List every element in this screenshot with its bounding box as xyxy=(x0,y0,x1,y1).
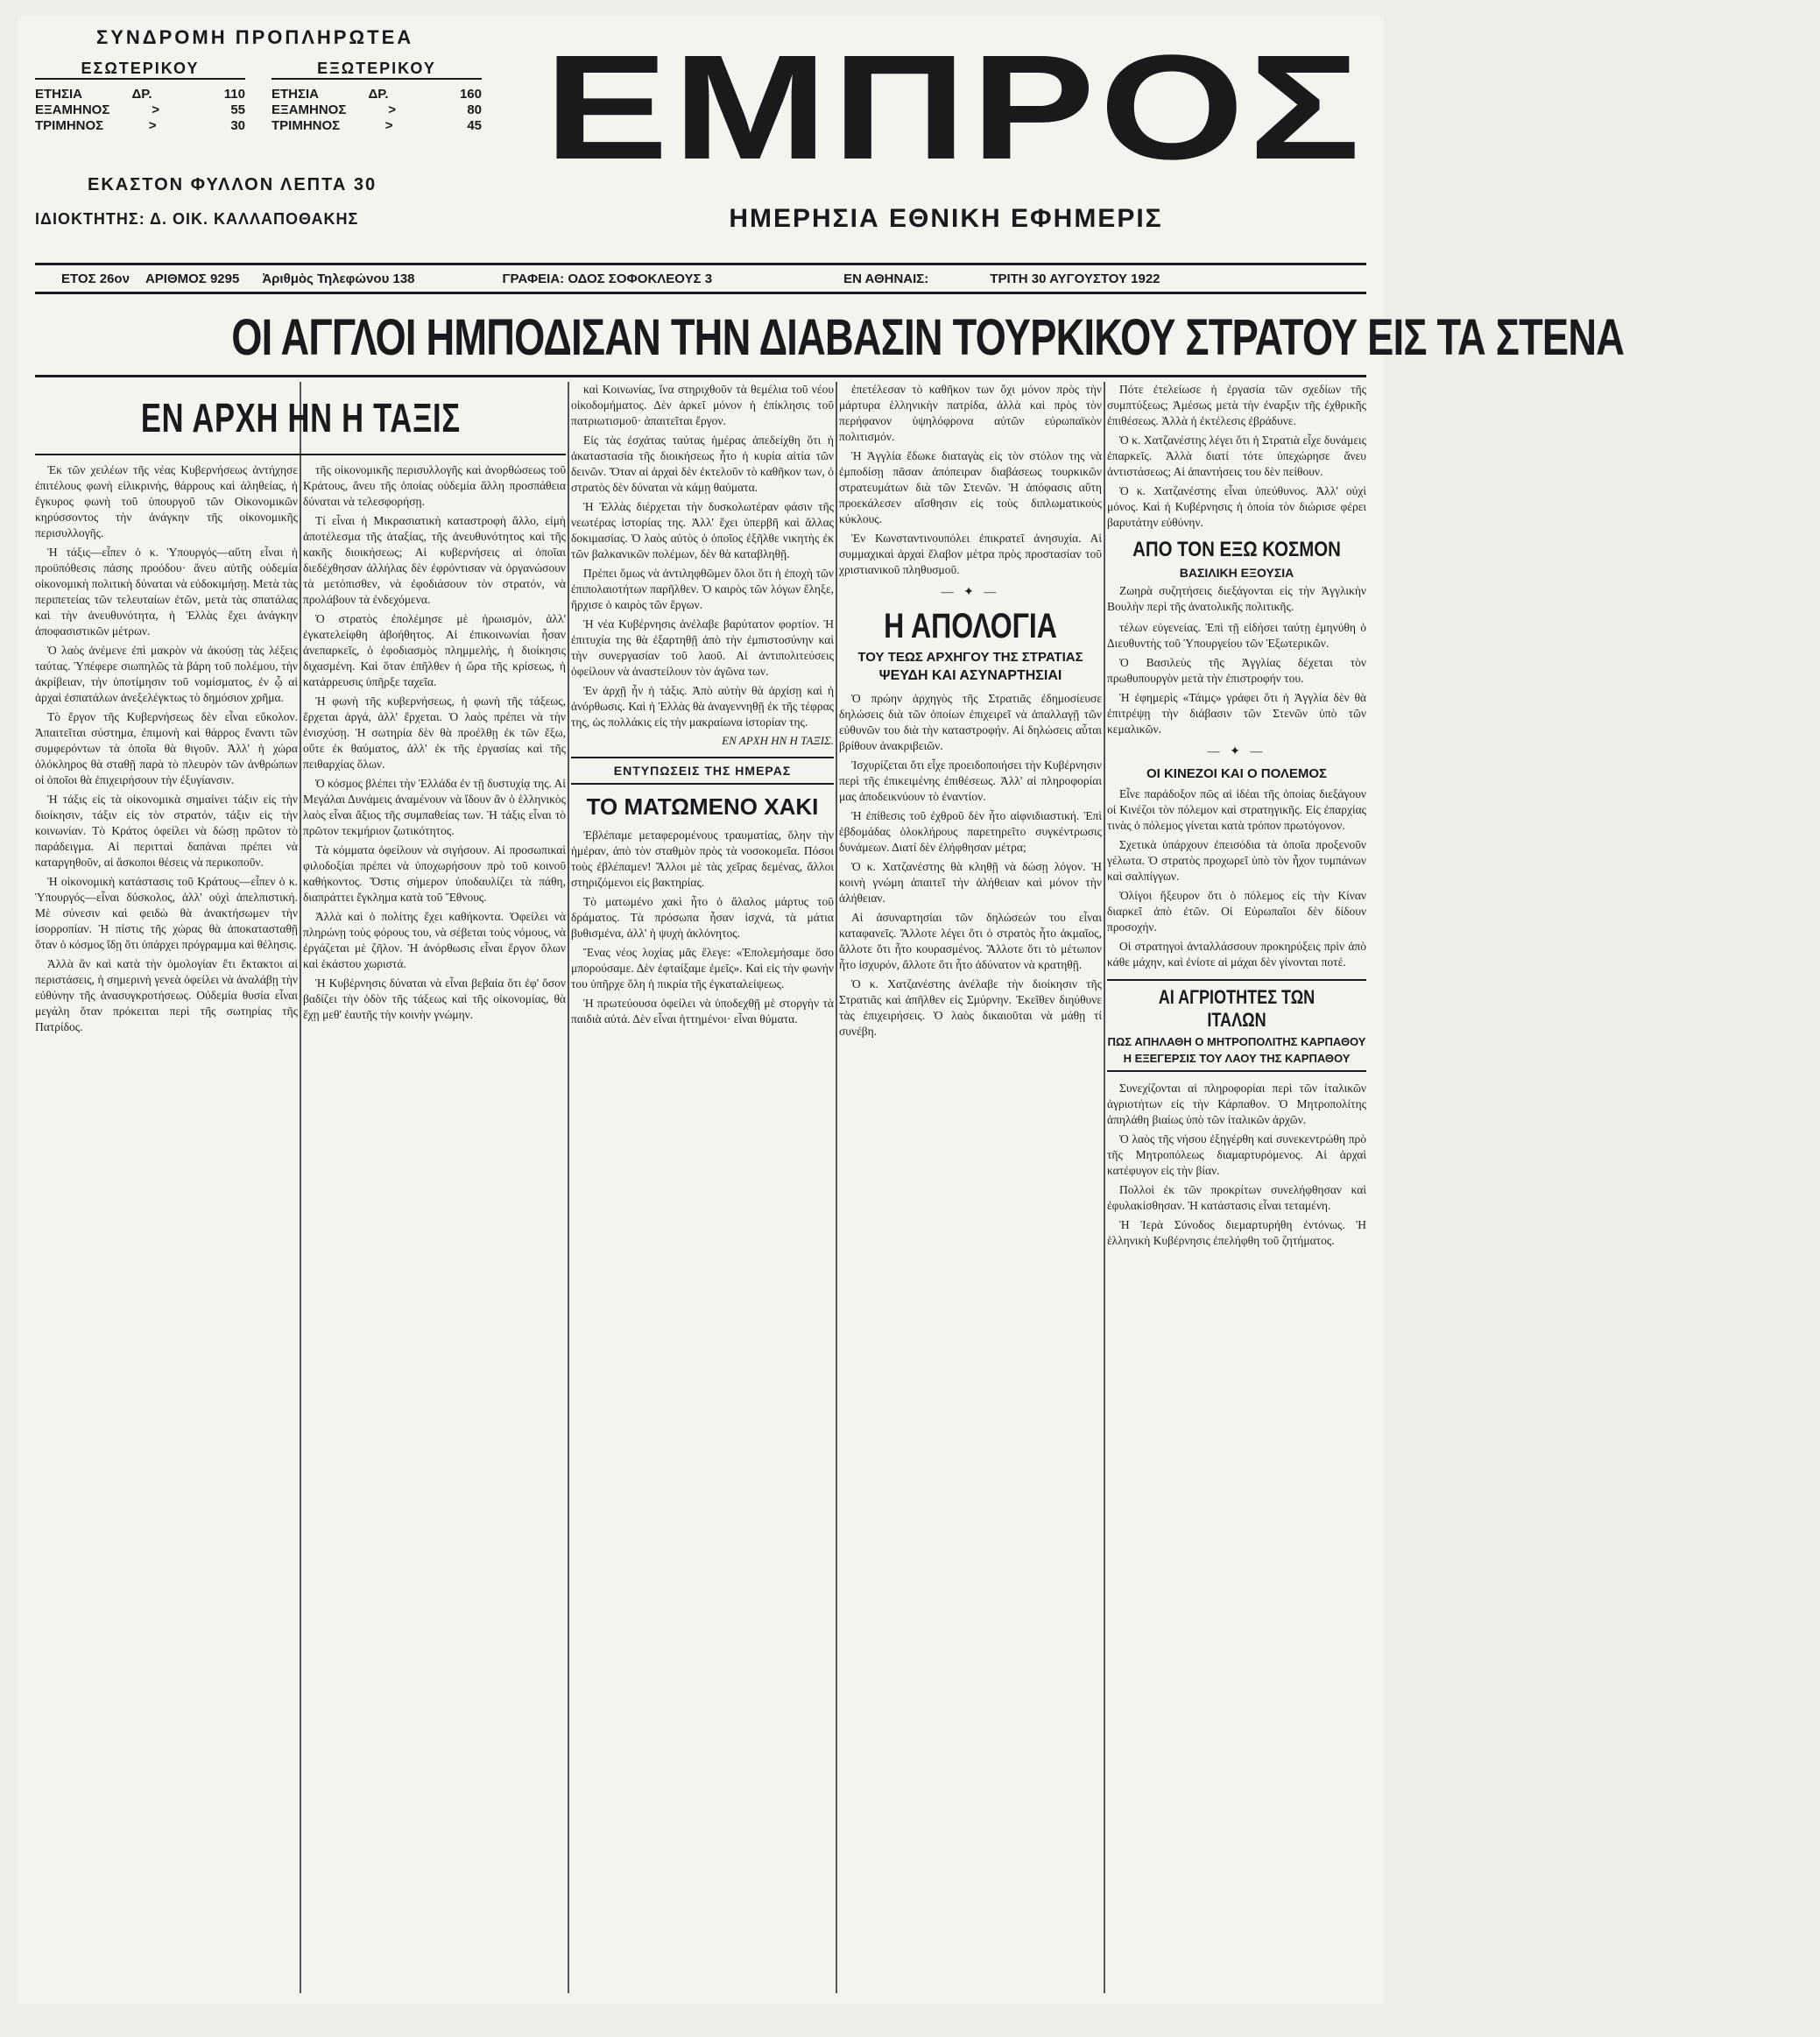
rate-value: 30 xyxy=(230,118,245,133)
rate-unit: > xyxy=(148,118,157,133)
rate-value: 80 xyxy=(467,102,482,117)
paragraph: Ὁ κ. Χατζανέστης θὰ κληθῇ νὰ δώσῃ λόγον. Ἡ κοινὴ γνώμη ἀπαιτεῖ τὴν ἀλήθειαν καὶ μόνον τὴν ἀλήθειαν. xyxy=(839,860,1102,905)
rate-unit: > xyxy=(384,118,393,133)
paragraph: Τί εἶναι ἡ Μικρασιατικὴ καταστροφὴ ἄλλο, εἰμὴ ἀποτέλεσμα τῆς ἀταξίας, τῆς ἀνευθυνότητος καὶ τῆς κακῆς διοικήσεως; Αἱ κυβερνήσεις αἱ ὁποῖαι διεδέχθησαν ἀλλήλας δὲν ἐφρόντισαν νὰ ὀργανώσουν τὰ μετόπισθεν, νὰ ἐφοδιάσουν τὸν στρατόν, νὰ προλάβουν τὰ ἐνδεχόμενα. xyxy=(303,514,566,606)
carpathos-article xyxy=(1107,1081,1366,1249)
phone: Ἀριθμὸς Τηλεφώνου 138 xyxy=(262,271,415,286)
paragraph: Ἡ Ἱερὰ Σύνοδος διεμαρτυρήθη ἐντόνως. Ἡ ἑλληνικὴ Κυβέρνησις ἐπελήφθη τοῦ ζητήματος. xyxy=(1107,1218,1366,1247)
column6-text xyxy=(1107,620,1366,737)
column-rule xyxy=(300,382,301,1993)
apology-subtitle: ΤΟΥ ΤΕΩΣ ΑΡΧΗΓΟΥ ΤΗΣ ΣΤΡΑΤΙΑΣ xyxy=(857,650,1083,665)
paragraph: Σχετικὰ ὑπάρχουν ἐπεισόδια τὰ ὁποῖα προξενοῦν γέλωτα. Ὁ στρατὸς προχωρεῖ ὑπὸ τὸν ἦχον τυμπάνων καὶ σαλπίγγων. xyxy=(1107,838,1366,883)
paragraph: Ὀλίγοι ἤξευρον ὅτι ὁ πόλεμος εἰς τὴν Κίναν διαρκεῖ ἀπὸ ἐτῶν. Οἱ Εὐρωπαῖοι δὲν δίδουν προσοχήν. xyxy=(1107,889,1366,934)
lead-article-col1 xyxy=(35,462,298,1035)
paragraph: Τὰ κόμματα ὀφείλουν νὰ σιγήσουν. Αἱ προσωπικαὶ φιλοδοξίαι πρέπει νὰ ὑποχωρήσουν πρὸ τοῦ κοινοῦ καθήκοντος. Ὅστις σήμερον ὑποδαυλίζει τὰ πάθη, διαπράττει ἔγκλημα κατὰ τοῦ Ἔθνους. xyxy=(303,843,566,904)
rate-value: 45 xyxy=(467,118,482,133)
paragraph: Ἡ φωνὴ τῆς κυβερνήσεως, ἡ φωνὴ τῆς τάξεως, ἔρχεται ἀργά, ἀλλ' ἔρχεται. Ὁ λαὸς πρέπει νὰ τὴν ἐνισχύσῃ. Ἡ σωτηρία δὲν θὰ προέλθῃ ἐκ τῶν ἔξω, οὔτε ἐκ θαύματος, ἀλλ' ἐκ τῆς ἐργασίας καὶ τῆς πειθαρχίας ὅλων. xyxy=(303,694,566,771)
paragraph: Συνεχίζονται αἱ πληροφορίαι περὶ τῶν ἰταλικῶν ἀγριοτήτων εἰς τὴν Κάρπαθον. Ὁ Μητροπολίτης ἀπηλάθη βιαίως ὑπὸ τῶν ἰταλικῶν ἀρχῶν. xyxy=(1107,1082,1366,1126)
rate-row xyxy=(272,118,482,134)
newspaper-page xyxy=(18,16,1625,2004)
paragraph: Πρέπει ὅμως νὰ ἀντιληφθῶμεν ὅλοι ὅτι ἡ ἐποχὴ τῶν ἐπιπολαιοτήτων παρῆλθεν. Ὁ καιρὸς τῶν λόγων ἔληξε, ἤρχισε ὁ καιρὸς τῶν ἔργων. xyxy=(571,567,834,611)
paragraph: Ὁ λαὸς ἀνέμενε ἐπὶ μακρὸν νὰ ἀκούσῃ τὰς λέξεις ταύτας. Ὑπέφερε σιωπηλῶς τὰ βάρη τοῦ πολέμου, τὴν ἀκρίβειαν, τὴν ὑποτίμησιν τοῦ νομίσματος, ἐν ᾧ αἱ ἀρχαὶ ἐσπατάλων ἀνεξελέγκτως τὸ δημόσιον χρῆμα. xyxy=(35,644,298,704)
rate-label: ΕΤΗΣΙΑ xyxy=(272,87,320,102)
straits-article xyxy=(839,382,1102,578)
lead-article-col2 xyxy=(303,462,566,1023)
newspaper-logo xyxy=(544,25,1365,191)
italians-subtitle-2: Η ΕΞΕΓΕΡΣΙΣ ΤΟΥ ΛΑΟΥ ΤΗΣ ΚΑΡΠΑΘΟΥ xyxy=(1123,1052,1351,1065)
tagline: ΗΜΕΡΗΣΙΑ ΕΘΝΙΚΗ ΕΦΗΜΕΡΙΣ xyxy=(729,204,1163,233)
headline-text: ΟΙ ΑΓΓΛΟΙ ΗΜΠΟΔΙΣΑΝ ΤΗΝ ΔΙΑΒΑΣΙΝ ΤΟΥΡΚΙΚΟΥ ΣΤΡΑΤΟΥ ΕΙΣ ΤΑ ΣΤΕΝΑ xyxy=(231,309,1625,366)
lead-article-title xyxy=(35,382,566,455)
rate-label: ΕΤΗΣΙΑ xyxy=(35,87,83,102)
paragraph: Ἡ ἐπίθεσις τοῦ ἐχθροῦ δὲν ἦτο αἰφνιδιαστική. Ἐπὶ ἑβδομάδας ὁλοκλήρους παρετηρεῖτο συγκέντρωσις δυνάμεων. Διατί δὲν ἐλήφθησαν μέτρα; xyxy=(839,809,1102,854)
column-3 xyxy=(571,382,834,1993)
rate-label: ΤΡΙΜΗΝΟΣ xyxy=(272,118,341,133)
paragraph: Ὁ κόσμος βλέπει τὴν Ἑλλάδα ἐν τῇ δυστυχίᾳ της. Αἱ Μεγάλαι Δυνάμεις ἀναμένουν νὰ ἴδουν ἂν ὁ ἑλληνικὸς λαὸς εἶναι ἄξιος τῆς συμπαθείας των. Ἡ τάξις εἶναι τὸ πρῶτον τεκμήριον ζωτικότητος. xyxy=(303,777,566,837)
lead-article-col3 xyxy=(571,382,834,730)
year: ΕΤΟΣ 26ον xyxy=(61,271,130,286)
paragraph: Τὸ ματωμένο χακὶ ἦτο ὁ ἄλαλος μάρτυς τοῦ δράματος. Τὰ πρόσωπα ἦσαν ἰσχνά, τὰ μάτια βυθισμένα, ἀλλ' ἡ ψυχὴ ἀκλόνητος. xyxy=(571,895,834,940)
offices: ΓΡΑΦΕΙΑ: ΟΔΟΣ ΣΟΦΟΚΛΕΟΥΣ 3 xyxy=(502,271,713,286)
italians-subtitle: ΠΩΣ ΑΠΗΛΑΘΗ Ο ΜΗΤΡΟΠΟΛΙΤΗΣ ΚΑΡΠΑΘΟΥ xyxy=(1107,1035,1366,1048)
paragraph: τέλων εὐγενείας. Ἐπὶ τῇ εἰδήσει ταύτῃ ἐμηνύθη ὁ Διευθυντὴς τοῦ Ὑπουργείου τῶν Ἐξωτερικῶν. xyxy=(1107,621,1366,650)
column-rule xyxy=(1104,382,1105,1993)
italians-header xyxy=(1107,979,1366,1072)
apology-subtitle-2: ΨΕΥΔΗ ΚΑΙ ΑΣΥΝΑΡΤΗΣΙΑΙ xyxy=(878,668,1062,683)
apology-article xyxy=(839,691,1102,1040)
khaki-article xyxy=(571,828,834,1027)
issue-date: ΤΡΙΤΗ 30 ΑΥΓΟΥΣΤΟΥ 1922 xyxy=(990,271,1160,286)
columns xyxy=(35,382,1366,1993)
rate-unit: ΔΡ. xyxy=(131,87,152,102)
chinese-war-title: ΟΙ ΚΙΝΕΖΟΙ ΚΑΙ Ο ΠΟΛΕΜΟΣ xyxy=(1146,766,1328,781)
paragraph: Ὁ κ. Χατζανέστης λέγει ὅτι ἡ Στρατιὰ εἶχε δυνάμεις ἐπαρκεῖς. Ἀλλὰ διατί τότε ὑπεχώρησε ἄνευ ἀντιστάσεως; Αἱ ἀπαντήσεις του δὲν πείθουν. xyxy=(1107,433,1366,478)
rate-row xyxy=(35,102,245,118)
price-per-copy: ΕΚΑΣΤΟΝ ΦΥΛΛΟΝ ΛΕΠΤΑ 30 xyxy=(88,175,377,194)
rate-label: ΤΡΙΜΗΝΟΣ xyxy=(35,118,104,133)
paragraph: Τὸ ἔργον τῆς Κυβερνήσεως δὲν εἶναι εὔκολον. Ἀπαιτεῖται σύστημα, ἐπιμονὴ καὶ θάρρος ἔναντι τῶν συμφερόντων τὰ ὁποῖα θὰ θιγοῦν. Ἀλλ' ἡ χώρα ὁλόκληρος θὰ σταθῇ παρὰ τὸ πλευρὸν τῶν ἀνθρώπων οἱ ὁποῖοι θὰ ἐπιχειρήσουν τὴν ἐξυγίανσιν. xyxy=(35,710,298,786)
paragraph: Ἐκ τῶν χειλέων τῆς νέας Κυβερνήσεως ἀντήχησε ἐπιτέλους φωνὴ εἰλικρινής, θάρρους καὶ ἀληθείας, ἡ ἔγκυρος φωνὴ τοῦ ὑπουργοῦ τῶν Οἰκονομικῶν κηρύσσοντος τὴν ἀνάγκην τῆς οἰκονομικῆς περισυλλογῆς. xyxy=(35,463,298,539)
paragraph: Ἡ οἰκονομικὴ κατάστασις τοῦ Κράτους—εἶπεν ὁ κ. Ὑπουργός—εἶναι δύσκολος, ἀλλ' οὐχὶ ἀπελπιστική. Μὲ σύνεσιν καὶ φειδὼ θὰ ἀνακτήσωμεν τὴν ἰσορροπίαν. Ἡ πίστις τῆς χώρας θὰ ἀποκατασταθῇ ὅταν ὁ κόσμος ἴδῃ ὅτι ὑπάρχει πρόγραμμα καὶ θέλησις. xyxy=(35,875,298,951)
main-headline xyxy=(35,300,1625,377)
impressions-label: ΕΝΤΥΠΩΣΕΙΣ ΤΗΣ ΗΜΕΡΑΣ xyxy=(613,764,792,778)
paragraph: καὶ Κοινωνίας, ἵνα στηριχθοῦν τὰ θεμέλια τοῦ νέου οἰκοδομήματος. Δὲν ἀρκεῖ μόνον ἡ ἐπίκλησις τοῦ πατριωτισμοῦ· ἀπαιτεῖται ἔργον. xyxy=(571,383,834,427)
column-4 xyxy=(839,382,1102,1993)
column5-intro xyxy=(1107,382,1366,531)
abroad-subtitle: ΒΑΣΙΛΙΚΗ ΕΞΟΥΣΙΑ xyxy=(1179,566,1294,580)
rate-value: 55 xyxy=(230,102,245,117)
column-rule xyxy=(836,382,837,1993)
rate-label: ΕΞΑΜΗΝΟΣ xyxy=(35,102,110,117)
impressions-box xyxy=(571,757,834,785)
domestic-rates xyxy=(35,60,245,134)
column-rule xyxy=(568,382,569,1993)
paragraph: Ὁ κ. Χατζανέστης εἶναι ὑπεύθυνος. Ἀλλ' οὐχὶ μόνος. Καὶ ἡ Κυβέρνησις ἡ ὁποία τὸν διώρισε φέρει βαρυτάτην εὐθύνην. xyxy=(1107,484,1366,529)
paragraph: Ἰσχυρίζεται ὅτι εἶχε προειδοποιήσει τὴν Κυβέρνησιν περὶ τῆς ἐπικειμένης ἐπιθέσεως. Ἀλλ' αἱ πληροφορίαι μας ἀποδεικνύουν τὸ ἐναντίον. xyxy=(839,758,1102,803)
paragraph: ἐπετέλεσαν τὸ καθῆκον των ὄχι μόνον πρὸς τὴν μάρτυρα ἑλληνικὴν πατρίδα, ἀλλὰ καὶ πρὸς τὸν περήφανον ὑψηλόφρονα αὐτῶν εὐρωπαϊκὸν πολιτισμόν. xyxy=(839,383,1102,443)
paragraph: Ἡ Κυβέρνησις δύναται νὰ εἶναι βεβαία ὅτι ἐφ' ὅσον βαδίζει τὴν ὁδὸν τῆς τάξεως καὶ τῆς οἰκονομίας, θὰ ἔχῃ μεθ' ἑαυτῆς τὴν κοινὴν γνώμην. xyxy=(303,976,566,1021)
paragraph: Εἶνε παράδοξον πῶς αἱ ἰδέαι τῆς ὁποίας διεξάγουν οἱ Κινέζοι τὸν πόλεμον καὶ στρατηγικῆς. Εἰς ἐπαρχίας τινὰς ὁ πόλεμος γίνεται κατὰ τρόπον πρωτόγονον. xyxy=(1107,787,1366,832)
foreign-rates xyxy=(272,60,482,134)
paragraph: Ὁ κ. Χατζανέστης ἀνέλαβε τὴν διοίκησιν τῆς Στρατιᾶς καὶ ἀπῆλθεν εἰς Σμύρνην. Ἐκεῖθεν διηύθυνε τὰς ἐπιχειρήσεις. Ὁ λαὸς δικαιοῦται νὰ μάθῃ τί συνέβη. xyxy=(839,977,1102,1038)
rate-value: 160 xyxy=(459,87,482,102)
paragraph: Ἡ Ἑλλὰς διέρχεται τὴν δυσκολωτέραν φάσιν τῆς νεωτέρας ἱστορίας της. Ἀλλ' ἔχει ὑπερβῆ καὶ ἄλλας δοκιμασίας. Ὁ λαὸς αὐτὸς ὁ ὁποῖος ἐξῆλθε νικητὴς ἐκ τῶν βαλκανικῶν πολέμων, δὲν θὰ καταβληθῇ. xyxy=(571,500,834,560)
paragraph: Ἐβλέπαμε μεταφερομένους τραυματίας, ὅλην τὴν ἡμέραν, ἀπὸ τὸν σταθμὸν πρὸς τὰ νοσοκομεῖα. Πόσοι τοὺς ἐβλέπαμεν! Ἄλλοι μὲ τὰς χεῖρας δεμένας, ἄλλοι στηριζόμενοι εἰς βακτηρίας. xyxy=(571,828,834,889)
paragraph: Ἡ τάξις—εἶπεν ὁ κ. Ὑπουργός—αὕτη εἶναι ἡ προϋπόθεσις πάσης προόδου· ἄνευ αὐτῆς οὐδεμία οἰκονομικὴ πολιτικὴ δύναται νὰ εὐδοκιμήσῃ. Μετὰ τὰς περιπετείας τῶν τελευταίων ἐτῶν, μετὰ τὰς σπατάλας καὶ τὴν ἀνευθυνότητα, ἡ Ἑλλὰς ἔχει ἀνάγκην ἀποφασιστικῶν μέτρων. xyxy=(35,546,298,638)
ornament-separator: — ✦ — xyxy=(1207,745,1266,758)
apology-title: Η ΑΠΟΛΟΓΙΑ xyxy=(884,607,1057,645)
paragraph: Ὁ πρώην ἀρχηγὸς τῆς Στρατιᾶς ἐδημοσίευσε δηλώσεις διὰ τῶν ὁποίων ἐπιχειρεῖ νὰ ἀπαλλαγῇ τῶν εὐθυνῶν του διὰ τὴν καταστροφήν. Αἱ δηλώσεις αὗται βρίθουν ἀνακριβειῶν. xyxy=(839,692,1102,752)
italians-title: ΑΙ ΑΓΡΙΟΤΗΤΕΣ ΤΩΝ ΙΤΑΛΩΝ xyxy=(1158,986,1316,1031)
domestic-label: ΕΣΩΤΕΡΙΚΟΥ xyxy=(35,60,245,80)
issue-info-bar xyxy=(35,263,1366,294)
rate-label: ΕΞΑΜΗΝΟΣ xyxy=(272,102,347,117)
paragraph: Πολλοὶ ἐκ τῶν προκρίτων συνελήφθησαν καὶ ἐφυλακίσθησαν. Ἡ κατάστασις εἶναι τεταμένη. xyxy=(1107,1183,1366,1212)
abroad-title: ΑΠΟ ΤΟΝ ΕΞΩ ΚΟΣΜΟΝ xyxy=(1132,538,1341,561)
foreign-label: ΕΞΩΤΕΡΙΚΟΥ xyxy=(272,60,482,80)
paragraph: Ἡ Ἀγγλία ἔδωκε διαταγὰς εἰς τὸν στόλον της νὰ ἐμποδίσῃ πᾶσαν ἀπόπειραν διαβάσεως τουρκικῶν στρατευμάτων διὰ τῶν Στενῶν. Ἡ ἀπόφασις αὕτη προεκάλεσεν αἴσθησιν εἰς τοὺς διπλωματικοὺς κύκλους. xyxy=(839,449,1102,525)
paragraph: Εἰς τὰς ἐσχάτας ταύτας ἡμέρας ἀπεδείχθη ὅτι ἡ ἀκαταστασία τῆς διοικήσεως ἦτο ἡ κυρία αἰτία τῶν δεινῶν. Ὅταν αἱ ἀρχαὶ δὲν ἐκτελοῦν τὸ καθῆκον των, ὁ στρατὸς δὲν δύναται νὰ κάμῃ θαύματα. xyxy=(571,433,834,494)
column-1 xyxy=(35,462,298,1993)
paragraph: Ὁ λαὸς τῆς νήσου ἐξηγέρθη καὶ συνεκεντρώθη πρὸ τῆς Μητροπόλεως διαμαρτυρόμενος. Αἱ ἀρχαὶ κατέφυγον εἰς τὴν βίαν. xyxy=(1107,1132,1366,1177)
masthead xyxy=(35,25,1366,261)
owner-line: ΙΔΙΟΚΤΗΤΗΣ: Δ. ΟΙΚ. ΚΑΛΛΑΠΟΘΑΚΗΣ xyxy=(35,210,359,228)
chinese-war-article xyxy=(1107,786,1366,970)
rate-unit: > xyxy=(152,102,160,117)
paragraph: τῆς οἰκονομικῆς περισυλλογῆς καὶ ἀνορθώσεως τοῦ Κράτους, ἄνευ τῆς ὁποίας οὐδεμία ἄλλη προσπάθεια δύναται νὰ τελεσφορήσῃ. xyxy=(303,463,566,508)
paragraph: Ἀλλὰ καὶ ὁ πολίτης ἔχει καθήκοντα. Ὀφείλει νὰ πληρώνῃ τοὺς φόρους του, νὰ σέβεται τοὺς νόμους, νὰ ἐργάζεται μὲ ζῆλον. Ἡ ἀνόρθωσις εἶναι ἔργον ὅλων καὶ ἑκάστου χωριστά. xyxy=(303,910,566,970)
rate-row xyxy=(272,102,482,118)
lead-article-signature: ΕΝ ΑΡΧΗ ΗΝ Η ΤΑΞΙΣ. xyxy=(722,734,834,747)
paragraph: Ζωηρὰ συζητήσεις διεξάγονται εἰς τὴν Ἀγγλικὴν Βουλὴν περὶ τῆς ἀνατολικῆς πολιτικῆς. xyxy=(1107,584,1366,613)
paragraph: Ἡ νέα Κυβέρνησις ἀνέλαβε βαρύτατον φορτίον. Ἡ ἐπιτυχία της θὰ ἐξαρτηθῇ ἀπὸ τὴν ἐμπιστοσύνην καὶ τὴν συνεργασίαν τοῦ λαοῦ. Αἱ ἀντιπολιτεύσεις ὀφείλουν νὰ ἀναστείλουν τὸν ἀγῶνα των. xyxy=(571,617,834,678)
rate-unit: ΔΡ. xyxy=(368,87,389,102)
rate-row xyxy=(35,118,245,134)
rate-row xyxy=(35,87,245,102)
paragraph: Ὁ Βασιλεὺς τῆς Ἀγγλίας δέχεται τὸν πρωθυπουργὸν μετὰ τὴν ἐπιστροφήν του. xyxy=(1107,656,1366,685)
rate-value: 110 xyxy=(223,87,245,102)
ornament-separator: — ✦ — xyxy=(941,586,1000,599)
paragraph: Ἡ πρωτεύουσα ὀφείλει νὰ ὑποδεχθῇ μὲ στοργὴν τὰ παιδιὰ αὐτά. Δὲν εἶναι ἡττημένοι· εἶναι θύματα. xyxy=(571,997,834,1026)
paragraph: Ἀλλὰ ἂν καὶ κατὰ τὴν ὁμολογίαν ἔτι ἔκτακτοι αἱ περιστάσεις, ἡ σημερινὴ γενεὰ ὀφείλει νὰ ἀναλάβῃ τὴν εὐθύνην τῆς ἀνασυγκροτήσεως. Οὐδεμία θυσία εἶναι μεγάλη ὅταν πρόκειται περὶ τῆς σωτηρίας τῆς Πατρίδος. xyxy=(35,957,298,1033)
paragraph: Πότε ἐτελείωσε ἡ ἐργασία τῶν σχεδίων τῆς συμπτύξεως; Ἀμέσως μετὰ τὴν ἐναρξιν τῆς ἐχθρικῆς ἐπιθέσεως. Ἀλλὰ ἡ ἐκτέλεσις ἐβράδυνε. xyxy=(1107,383,1366,427)
paragraph: Ἡ τάξις εἰς τὰ οἰκονομικὰ σημαίνει τάξιν εἰς τὴν διοίκησιν, τάξιν εἰς τὸν στρατόν, τάξιν εἰς τὴν κοινωνίαν. Τὸ Κράτος ὀφείλει νὰ δώσῃ πρῶτον τὸ παράδειγμα. Αἱ περιτταὶ δαπάναι πρέπει νὰ καταργηθοῦν, αἱ ἄσκοποι θέσεις νὰ περικοποῦν. xyxy=(35,793,298,869)
paragraph: Αἱ ἀσυναρτησίαι τῶν δηλώσεών του εἶναι καταφανεῖς. Ἄλλοτε λέγει ὅτι ὁ στρατὸς ἦτο ἀκμαῖος, ἄλλοτε ὅτι ἦτο κουρασμένος. Ἄλλοτε ὅτι τὸ μέτωπον ἦτο ἰσχυρόν, ἄλλοτε ὅτι ἦτο ἀδύνατον νὰ κρατηθῇ. xyxy=(839,911,1102,971)
rate-unit: > xyxy=(388,102,397,117)
paragraph: Ἐν Κωνσταντινουπόλει ἐπικρατεῖ ἀνησυχία. Αἱ συμμαχικαὶ ἀρχαὶ ἔλαβον μέτρα πρὸς προστασίαν τοῦ χριστιανικοῦ πληθυσμοῦ. xyxy=(839,532,1102,576)
paragraph: Ἐν ἀρχῇ ἦν ἡ τάξις. Ἀπὸ αὐτὴν θὰ ἀρχίσῃ καὶ ἡ ἀνόρθωσις. Καὶ ἡ Ἑλλὰς θὰ ἀναγεννηθῇ ἐκ τῆς τέφρας της, ὡς πολλάκις εἰς τὴν μακραίωνα ἱστορίαν της. xyxy=(571,684,834,729)
paragraph: Οἱ στρατηγοὶ ἀνταλλάσσουν προκηρύξεις πρὶν ἀπὸ κάθε μάχην, καὶ ἐνίοτε αἱ μάχαι δὲν γίνονται ποτέ. xyxy=(1107,940,1366,969)
place: ΕΝ ΑΘΗΝΑΙΣ: xyxy=(843,271,929,286)
paragraph: Ἡ ἐφημερὶς «Τάιμς» γράφει ὅτι ἡ Ἀγγλία δὲν θὰ ἐπιτρέψῃ τὴν διάβασιν τῶν Στενῶν ὑπὸ τῶν κεμαλικῶν. xyxy=(1107,691,1366,736)
subscription-title: ΣΥΝΔΡΟΜΗ ΠΡΟΠΛΗΡΩΤΕΑ xyxy=(96,26,414,48)
logo-text: ΕΜΠΡΟΣ xyxy=(544,25,1365,191)
khaki-title: ΤΟ ΜΑΤΩΜΕΝΟ ΧΑΚΙ xyxy=(586,793,819,820)
lead-title-text: ΕΝ ΑΡΧΗ ΗΝ Η ΤΑΞΙΣ xyxy=(140,395,461,441)
issue-number: ΑΡΙΘΜΟΣ 9295 xyxy=(145,271,240,286)
rate-row xyxy=(272,87,482,102)
subscription-block xyxy=(35,25,508,243)
paragraph: Ἕνας νέος λοχίας μᾶς ἔλεγε: «Ἐπολεμήσαμε ὅσο μπορούσαμε. Δὲν ἐφταίξαμε ἐμεῖς». Καὶ εἰς τὴν φωνήν του ὑπῆρχε ὅλη ἡ πικρία τῆς ἐγκαταλείψεως. xyxy=(571,946,834,990)
paragraph: Ὁ στρατὸς ἐπολέμησε μὲ ἡρωισμόν, ἀλλ' ἐγκατελείφθη ἀβοήθητος. Αἱ ἐπικοινωνίαι ἦσαν ἀνεπαρκεῖς, ὁ ἐφοδιασμὸς πλημμελής, ἡ διοίκησις διχασμένη. Καὶ ὅταν ἐπῆλθεν ἡ ὥρα τῆς κρίσεως, ἡ κατάρρευσις ὑπῆρξε ταχεῖα. xyxy=(303,612,566,688)
column-5 xyxy=(1107,382,1366,1993)
column-2 xyxy=(303,462,566,1993)
abroad-article xyxy=(1107,583,1366,615)
